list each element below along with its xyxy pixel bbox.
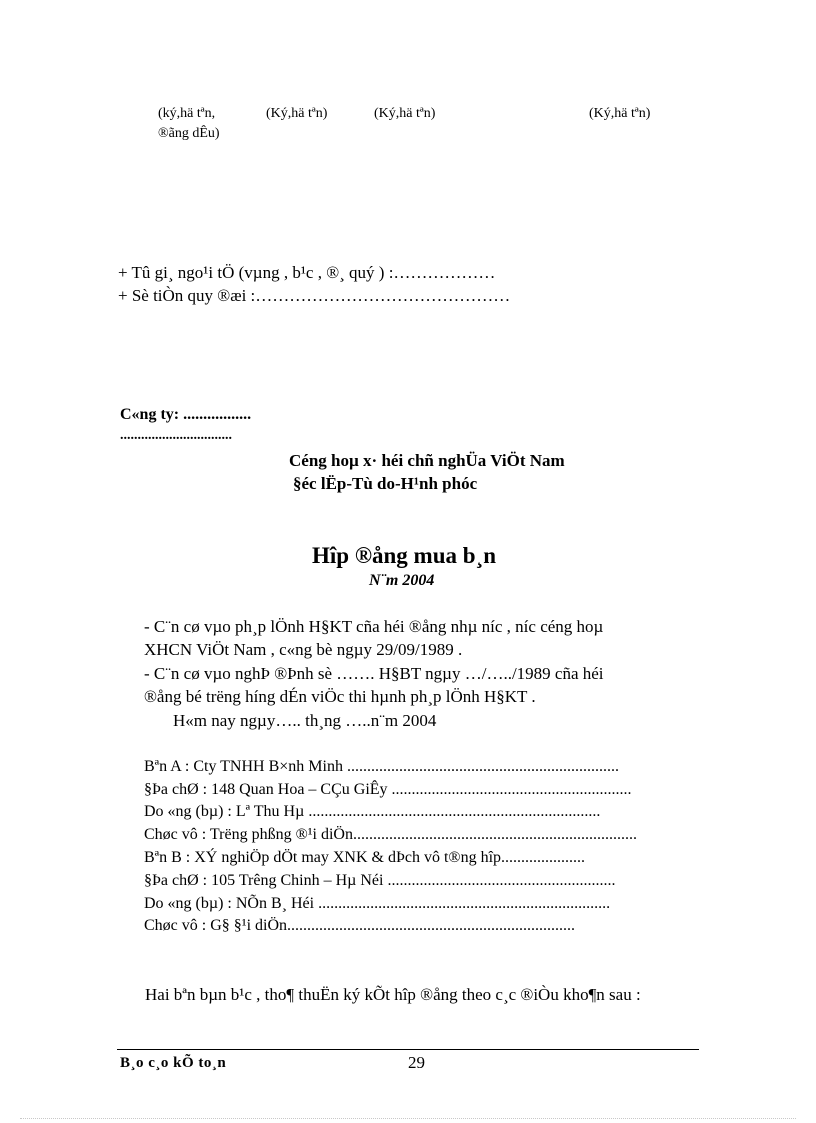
basis-2-line1: - C¨n cø vµo nghÞ ®Þnh sè ……. H§BT ngµy …/…../1989 cña héi <box>144 664 604 683</box>
signature-col3: (Ký,hä tªn) <box>374 106 436 121</box>
party-b-address: §Þa chØ : 105 Trêng Chinh – Hµ Néi ......................................................... <box>144 872 616 889</box>
company-label: C«ng ty: ................. <box>120 406 252 423</box>
signature-col1-line2: ®ãng dÊu) <box>158 126 220 141</box>
party-b-representative: Do «ng (bµ) : NÕn B¸ Héi ......................................................................... <box>144 895 611 912</box>
party-a-name: Bªn A : Cty TNHH B×nh Minh .................................................................... <box>144 758 619 775</box>
page-number: 29 <box>408 1053 425 1072</box>
basis-2-line2: ®ång bé trëng híng dÉn viÖc thi hµnh ph¸p lÖnh H§KT . <box>144 687 536 706</box>
signature-col2: (Ký,hä tªn) <box>266 106 328 121</box>
page-bottom-edge <box>20 1118 796 1119</box>
contract-title: Hîp ®ång mua b¸n <box>312 543 496 568</box>
footer-report-title: B¸o c¸o kÕ to¸n <box>120 1055 227 1071</box>
date-line: H«m nay ngµy….. th¸ng …..n¨m 2004 <box>173 711 437 730</box>
party-a-address: §Þa chØ : 148 Quan Hoa – CÇu GiÊy ............................................................ <box>144 781 632 798</box>
agreement-statement: Hai bªn bµn b¹c , tho¶ thuËn ký kÕt hîp ®ång theo c¸c ®iÒu kho¶n sau : <box>145 985 641 1004</box>
company-dots: ................................ <box>120 428 232 443</box>
basis-1-line1: - C¨n cø vµo ph¸p lÖnh H§KT cña héi ®ång nhµ níc , níc céng hoµ <box>144 617 604 636</box>
signature-col4: (Ký,hä tªn) <box>589 106 651 121</box>
party-a-position: Chøc vô : Trëng phßng ®¹i diÖn....................................................................... <box>144 826 637 843</box>
national-header-line1: Céng hoµ x· héi chñ nghÜa ViÖt Nam <box>289 451 565 470</box>
party-b-position: Chøc vô : G§ §¹i diÖn........................................................................ <box>144 917 576 934</box>
signature-col1-line1: (ký,hä tªn, <box>158 106 216 121</box>
note-exchange-rate: + Tû gi¸ ngo¹i tÖ (vµng , b¹c , ®¸ quý ) :……………… <box>118 263 496 282</box>
footer-divider <box>117 1049 699 1050</box>
national-header-line2: §éc lËp-Tù do-H¹nh phóc <box>293 474 478 493</box>
basis-1-line2: XHCN ViÖt Nam , c«ng bè ngµy 29/09/1989 . <box>144 640 463 659</box>
party-a-representative: Do «ng (bµ) : Lª Thu Hµ ......................................................................... <box>144 803 601 820</box>
note-converted-amount: + Sè tiÒn quy ®æi :……………………………………… <box>118 286 511 305</box>
contract-year: N¨m 2004 <box>369 572 435 589</box>
party-b-name: Bªn B : XÝ nghiÖp dÖt may XNK & dÞch vô t®ng hîp..................... <box>144 849 586 866</box>
